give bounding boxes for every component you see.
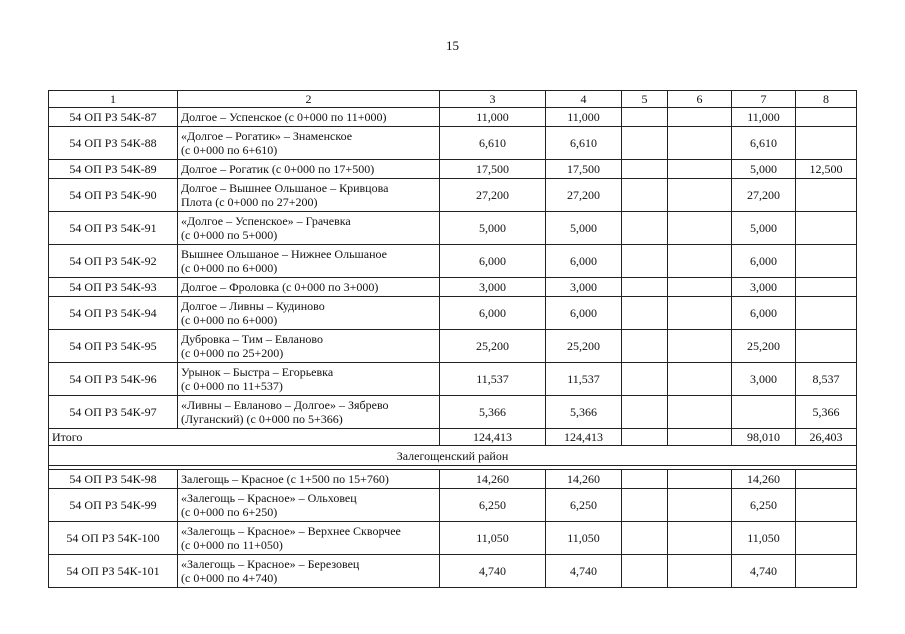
length-cell-c5 [622,212,668,245]
length-cell-c3: 5,366 [440,396,546,429]
length-cell-c4: 3,000 [546,278,622,297]
table-row [49,470,857,489]
length-cell-c4: 27,200 [546,179,622,212]
road-code-cell: 54 ОП РЗ 54К-93 [49,278,178,297]
length-cell-c4: 11,537 [546,363,622,396]
length-cell-c5 [622,179,668,212]
table-row [49,555,857,588]
road-code-cell: 54 ОП РЗ 54К-87 [49,108,178,127]
length-cell-c7: 6,610 [732,127,796,160]
table-row [49,108,857,127]
length-cell-c7: 5,000 [732,212,796,245]
length-cell-c6 [668,108,732,127]
length-cell-c7: 5,000 [732,160,796,179]
length-cell-c4: 11,000 [546,108,622,127]
table-row [49,489,857,522]
length-cell-c3: 4,740 [440,555,546,588]
road-code-cell: 54 ОП РЗ 54К-88 [49,127,178,160]
length-cell-c8 [796,470,857,489]
length-cell-c5 [622,160,668,179]
table-row [49,363,857,396]
length-cell-c3: 3,000 [440,278,546,297]
length-cell-c8 [796,278,857,297]
road-name-line: Долгое – Фроловка (с 0+000 по 3+000) [181,280,379,294]
header-row [49,91,857,108]
road-name-line: «Залегощь – Красное» – Ольховец [181,491,357,505]
length-cell-c6 [668,160,732,179]
length-cell-c4: 6,000 [546,297,622,330]
length-cell-c8 [796,522,857,555]
length-cell-c4: 6,610 [546,127,622,160]
road-name-line: (с 0+000 по 25+200) [181,346,284,360]
roads-table-body [49,91,857,588]
table-row [49,245,857,278]
length-cell-c6 [668,278,732,297]
length-cell-c8 [796,108,857,127]
road-name-line: Долгое – Ливны – Кудиново [181,299,325,313]
road-name-line: (с 0+000 по 6+000) [181,313,278,327]
total-cell-c6 [668,429,732,446]
road-name-cell [178,245,440,278]
table-row [49,212,857,245]
length-cell-c7: 6,000 [732,245,796,278]
total-cell-c4: 124,413 [546,429,622,446]
length-cell-c6 [668,522,732,555]
road-name-line: Вышнее Ольшаное – Нижнее Ольшаное [181,247,388,261]
table-row [49,522,857,555]
length-cell-c6 [668,470,732,489]
length-cell-c4: 5,366 [546,396,622,429]
length-cell-c3: 14,260 [440,470,546,489]
length-cell-c3: 17,500 [440,160,546,179]
length-cell-c7: 11,000 [732,108,796,127]
length-cell-c7: 14,260 [732,470,796,489]
table-row [49,330,857,363]
length-cell-c6 [668,489,732,522]
length-cell-c5 [622,297,668,330]
length-cell-c3: 11,537 [440,363,546,396]
length-cell-c4: 4,740 [546,555,622,588]
total-cell-c8: 26,403 [796,429,857,446]
length-cell-c3: 25,200 [440,330,546,363]
length-cell-c6 [668,127,732,160]
length-cell-c8: 5,366 [796,396,857,429]
road-name-cell [178,555,440,588]
length-cell-c6 [668,212,732,245]
road-name-cell [178,396,440,429]
total-cell-c7: 98,010 [732,429,796,446]
length-cell-c7: 25,200 [732,330,796,363]
length-cell-c5 [622,363,668,396]
road-name-line: (с 0+000 по 6+610) [181,143,278,157]
district-title: Залегощенский район [49,446,857,466]
road-code-cell: 54 ОП РЗ 54К-100 [49,522,178,555]
road-name-line: (с 0+000 по 6+000) [181,261,278,275]
length-cell-c5 [622,470,668,489]
length-cell-c8 [796,245,857,278]
length-cell-c4: 6,250 [546,489,622,522]
length-cell-c4: 14,260 [546,470,622,489]
road-code-cell: 54 ОП РЗ 54К-94 [49,297,178,330]
total-cell-c3: 124,413 [440,429,546,446]
length-cell-c6 [668,179,732,212]
header-cell: 2 [178,91,440,108]
header-cell: 1 [49,91,178,108]
length-cell-c3: 6,000 [440,297,546,330]
road-code-cell: 54 ОП РЗ 54К-92 [49,245,178,278]
length-cell-c8 [796,179,857,212]
length-cell-c8 [796,297,857,330]
road-name-cell [178,160,440,179]
length-cell-c7: 3,000 [732,278,796,297]
header-cell: 7 [732,91,796,108]
length-cell-c5 [622,330,668,363]
length-cell-c8: 8,537 [796,363,857,396]
road-code-cell: 54 ОП РЗ 54К-95 [49,330,178,363]
header-cell: 5 [622,91,668,108]
road-name-line: Залегощь – Красное (с 1+500 по 15+760) [181,472,389,486]
length-cell-c8 [796,330,857,363]
road-code-cell: 54 ОП РЗ 54К-97 [49,396,178,429]
length-cell-c7 [732,396,796,429]
length-cell-c5 [622,127,668,160]
length-cell-c7: 4,740 [732,555,796,588]
road-name-cell [178,330,440,363]
length-cell-c3: 6,000 [440,245,546,278]
road-name-line: Урынок – Быстра – Егорьевка [181,365,334,379]
road-name-line: «Долгое – Успенское» – Грачевка [181,214,351,228]
length-cell-c4: 17,500 [546,160,622,179]
road-name-cell [178,297,440,330]
road-name-line: «Долгое – Рогатик» – Знаменское [181,129,353,143]
road-name-line: (с 0+000 по 4+740) [181,571,278,585]
length-cell-c4: 5,000 [546,212,622,245]
table-row [49,297,857,330]
road-name-cell [178,179,440,212]
length-cell-c6 [668,363,732,396]
length-cell-c6 [668,330,732,363]
road-name-line: (Луганский) (с 0+000 по 5+366) [181,412,343,426]
length-cell-c7: 27,200 [732,179,796,212]
table-row [49,127,857,160]
road-code-cell: 54 ОП РЗ 54К-90 [49,179,178,212]
header-cell: 3 [440,91,546,108]
road-name-line: Долгое – Вышнее Ольшаное – Кривцова [181,181,389,195]
length-cell-c3: 5,000 [440,212,546,245]
header-cell: 8 [796,91,857,108]
length-cell-c3: 6,610 [440,127,546,160]
road-name-line: Дубровка – Тим – Евланово [181,332,323,346]
length-cell-c6 [668,555,732,588]
length-cell-c3: 6,250 [440,489,546,522]
length-cell-c8 [796,127,857,160]
table-row [49,278,857,297]
header-cell: 6 [668,91,732,108]
district-row [49,446,857,466]
length-cell-c7: 3,000 [732,363,796,396]
roads-table [48,90,857,588]
length-cell-c5 [622,522,668,555]
road-name-line: (с 0+000 по 11+537) [181,379,283,393]
road-name-cell [178,108,440,127]
road-name-cell [178,489,440,522]
road-name-cell [178,127,440,160]
road-name-line: «Ливны – Евланово – Долгое» – Зябрево [181,398,389,412]
length-cell-c3: 27,200 [440,179,546,212]
length-cell-c3: 11,000 [440,108,546,127]
road-name-cell [178,470,440,489]
length-cell-c8 [796,555,857,588]
road-name-line: (с 0+000 по 6+250) [181,505,278,519]
road-name-cell [178,212,440,245]
road-name-cell [178,278,440,297]
length-cell-c5 [622,489,668,522]
road-name-line: «Залегощь – Красное» – Верхнее Скворчее [181,524,401,538]
road-name-line: (с 0+000 по 5+000) [181,228,278,242]
length-cell-c6 [668,297,732,330]
length-cell-c8 [796,489,857,522]
road-code-cell: 54 ОП РЗ 54К-98 [49,470,178,489]
table-row [49,179,857,212]
length-cell-c8: 12,500 [796,160,857,179]
length-cell-c3: 11,050 [440,522,546,555]
length-cell-c6 [668,245,732,278]
length-cell-c4: 6,000 [546,245,622,278]
length-cell-c6 [668,396,732,429]
length-cell-c7: 11,050 [732,522,796,555]
road-code-cell: 54 ОП РЗ 54К-96 [49,363,178,396]
total-label: Итого [49,429,440,446]
length-cell-c5 [622,396,668,429]
road-name-cell [178,363,440,396]
road-name-line: Долгое – Рогатик (с 0+000 по 17+500) [181,162,375,176]
road-name-line: «Залегощь – Красное» – Березовец [181,557,360,571]
total-cell-c5 [622,429,668,446]
table-row [49,160,857,179]
length-cell-c8 [796,212,857,245]
table-row [49,396,857,429]
road-code-cell: 54 ОП РЗ 54К-99 [49,489,178,522]
total-row [49,429,857,446]
header-cell: 4 [546,91,622,108]
length-cell-c5 [622,245,668,278]
page-number: 15 [446,38,459,53]
length-cell-c5 [622,555,668,588]
road-name-line: Долгое – Успенское (с 0+000 по 11+000) [181,110,387,124]
road-name-line: (с 0+000 по 11+050) [181,538,283,552]
road-code-cell: 54 ОП РЗ 54К-91 [49,212,178,245]
length-cell-c5 [622,278,668,297]
road-name-cell [178,522,440,555]
road-code-cell: 54 ОП РЗ 54К-101 [49,555,178,588]
length-cell-c4: 25,200 [546,330,622,363]
length-cell-c7: 6,250 [732,489,796,522]
road-code-cell: 54 ОП РЗ 54К-89 [49,160,178,179]
road-name-line: Плота (с 0+000 по 27+200) [181,195,318,209]
length-cell-c7: 6,000 [732,297,796,330]
length-cell-c5 [622,108,668,127]
length-cell-c4: 11,050 [546,522,622,555]
